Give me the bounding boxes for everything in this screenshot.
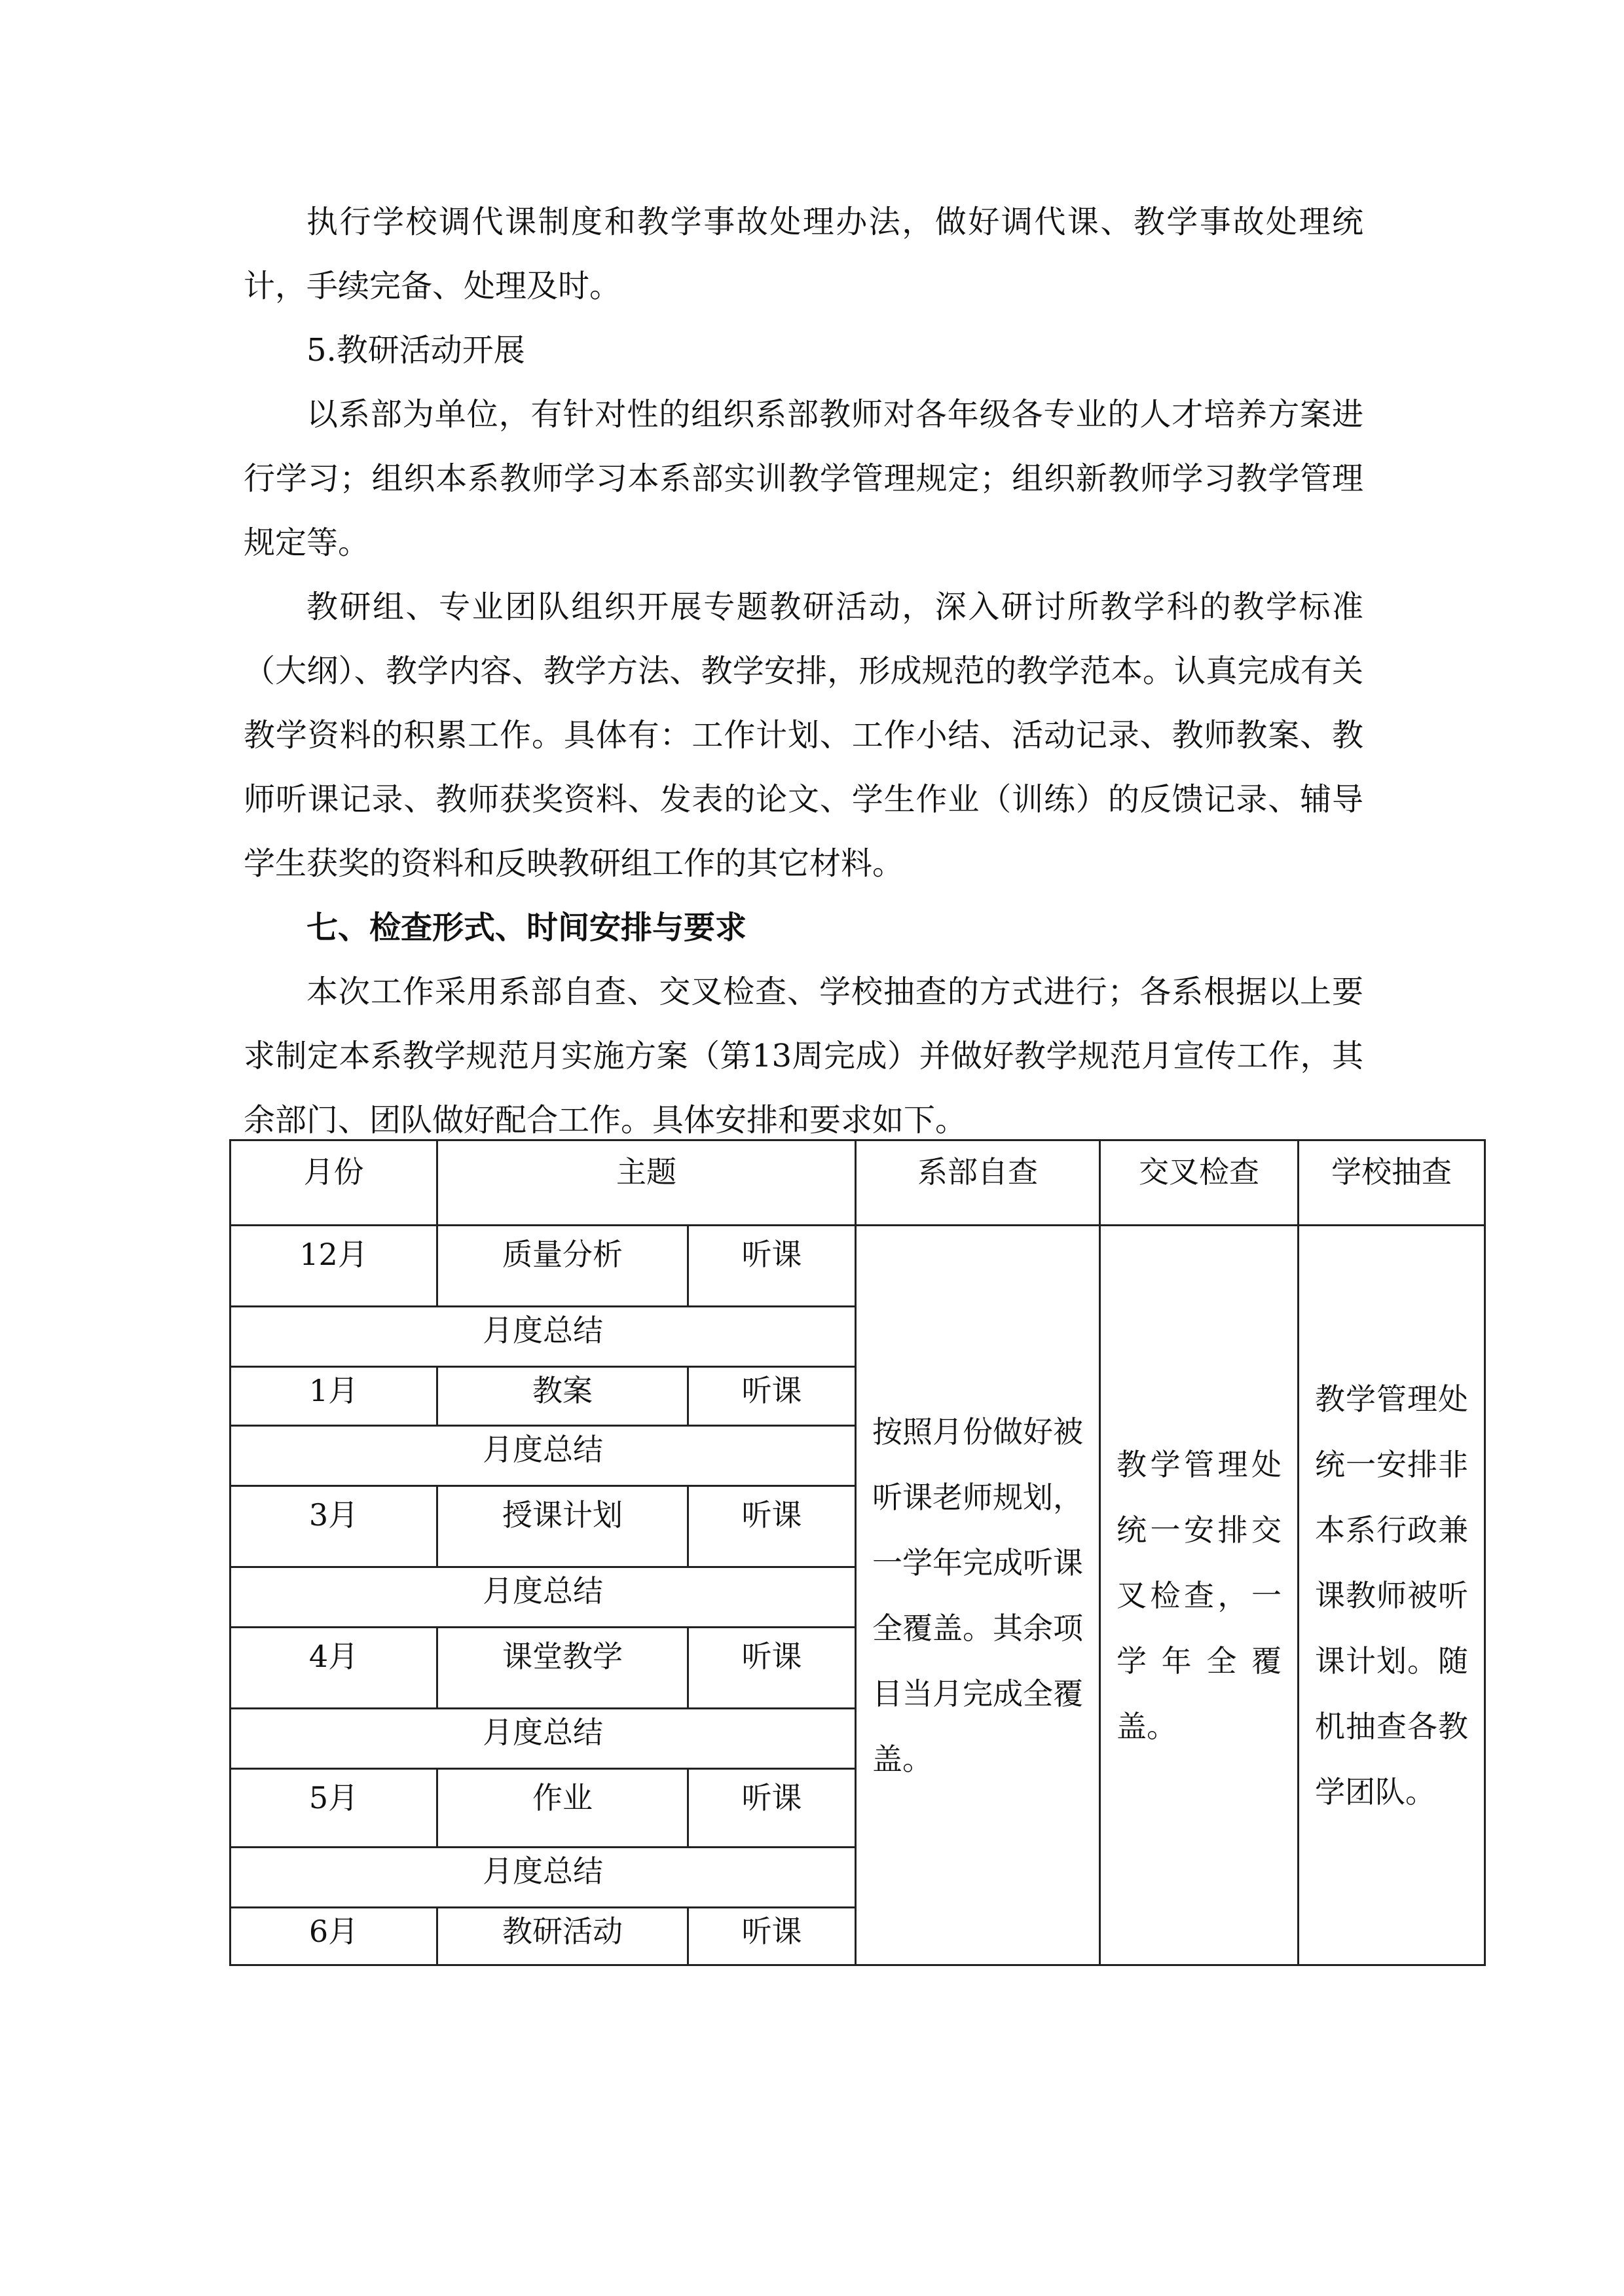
- topic-cell: 教研活动: [437, 1908, 688, 1965]
- listen-cell: 听课: [688, 1486, 856, 1567]
- month-cell: 6月: [231, 1908, 437, 1965]
- month-cell: 1月: [231, 1367, 437, 1426]
- section-heading-7: 七、检查形式、时间安排与要求: [306, 909, 747, 946]
- paragraph-study-plan: 以系部为单位，有针对性的组织系部教师对各年级各专业的人才培养方案进行学习；组织本系教师学习本系部实训教学管理规定；组织新教师学习教学管理规定等。: [244, 396, 1363, 561]
- header-school-check: 学校抽查: [1299, 1140, 1485, 1226]
- cross-check-cell: 教学管理处统一安排交叉检查，一学年全覆盖。: [1100, 1226, 1299, 1965]
- school-check-cell: 教学管理处统一安排非本系行政兼课教师被听课计划。随机抽查各教学团队。: [1299, 1226, 1485, 1965]
- listen-cell: 听课: [688, 1769, 856, 1848]
- topic-cell: 质量分析: [437, 1226, 688, 1307]
- document-body: [244, 190, 1363, 1152]
- section-heading-5: 5.教研活动开展: [306, 332, 525, 369]
- self-check-cell: 按照月份做好被听课老师规划，一学年完成听课全覆盖。其余项目当月完成全覆盖。: [856, 1226, 1100, 1965]
- header-self-check: 系部自查: [856, 1140, 1100, 1226]
- listen-cell: 听课: [688, 1367, 856, 1426]
- month-cell: 12月: [231, 1226, 437, 1307]
- header-cross-check: 交叉检查: [1100, 1140, 1299, 1226]
- header-topic: 主题: [437, 1140, 856, 1226]
- listen-cell: 听课: [688, 1628, 856, 1709]
- summary-cell: 月度总结: [231, 1426, 856, 1486]
- header-month: 月份: [231, 1140, 437, 1226]
- schedule-table: [229, 1139, 1486, 1966]
- paragraph-check-method: 本次工作采用系部自查、交叉检查、学校抽查的方式进行；各系根据以上要求制定本系教学规范月实施方案（第13周完成）并做好教学规范月宣传工作，其余部门、团队做好配合工作。具体安排和要求如下。: [244, 974, 1363, 1139]
- month-cell: 5月: [231, 1769, 437, 1848]
- paragraph-research-activity: 教研组、专业团队组织开展专题教研活动，深入研讨所教学科的教学标准（大纲）、教学内容、教学方法、教学安排，形成规范的教学范本。认真完成有关教学资料的积累工作。具体有：工作计划、工作小结、活动记录、教师教案、教师听课记录、教师获奖资料、发表的论文、学生作业（训练）的反馈记录、辅导学生获奖的资料和反映教研组工作的其它材料。: [244, 589, 1363, 882]
- summary-cell: 月度总结: [231, 1307, 856, 1367]
- month-cell: 3月: [231, 1486, 437, 1567]
- topic-cell: 作业: [437, 1769, 688, 1848]
- month-cell: 4月: [231, 1628, 437, 1709]
- listen-cell: 听课: [688, 1908, 856, 1965]
- paragraph-substitute-class: 执行学校调代课制度和教学事故处理办法，做好调代课、教学事故处理统计，手续完备、处理及时。: [244, 204, 1363, 304]
- topic-cell: 教案: [437, 1367, 688, 1426]
- summary-cell: 月度总结: [231, 1709, 856, 1769]
- topic-cell: 授课计划: [437, 1486, 688, 1567]
- listen-cell: 听课: [688, 1226, 856, 1307]
- table-row: [231, 1226, 1485, 1307]
- summary-cell: 月度总结: [231, 1848, 856, 1908]
- summary-cell: 月度总结: [231, 1567, 856, 1628]
- topic-cell: 课堂教学: [437, 1628, 688, 1709]
